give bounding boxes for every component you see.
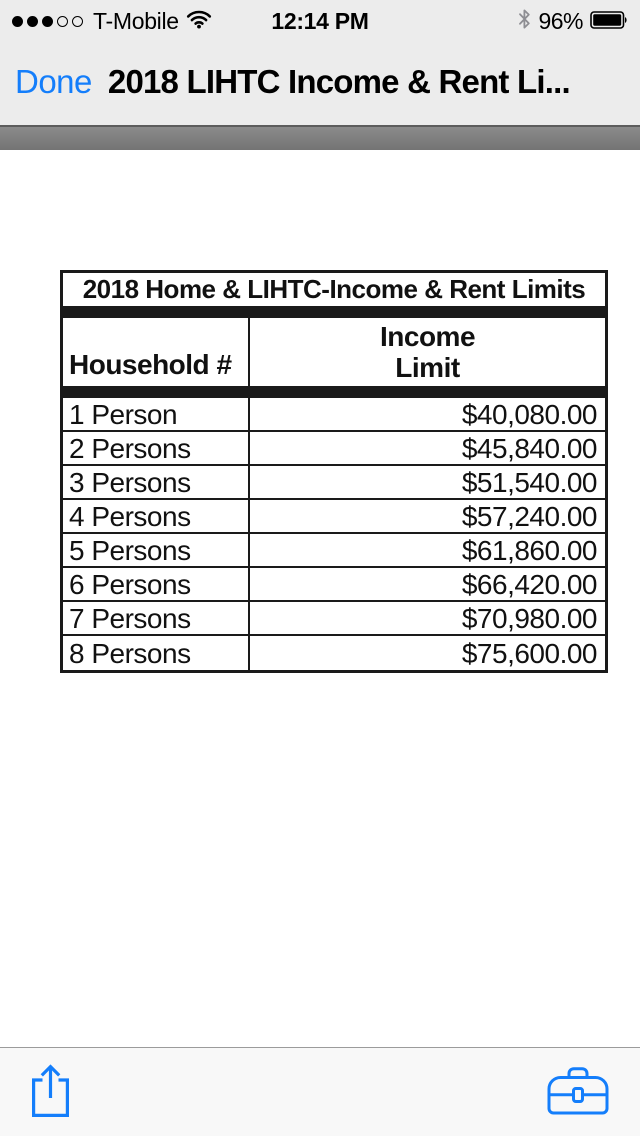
- bluetooth-icon: [518, 8, 531, 35]
- table-title: 2018 Home & LIHTC-Income & Rent Limits: [82, 274, 586, 304]
- household-cell: 7 Persons: [63, 602, 250, 634]
- household-cell: 2 Persons: [63, 432, 250, 464]
- status-bar-left: [12, 8, 212, 35]
- household-cell: 5 Persons: [63, 534, 250, 566]
- income-limit-cell: $75,600.00: [461, 637, 597, 669]
- cellular-signal-icon: [12, 16, 83, 27]
- wifi-icon: [186, 8, 212, 35]
- income-limit-cell: $45,840.00: [461, 432, 597, 464]
- table-row: [63, 636, 605, 670]
- document-scroll-band: [0, 127, 640, 150]
- page-title: 2018 LIHTC Income & Rent Li...: [107, 62, 570, 100]
- income-limit-cell: $51,540.00: [461, 466, 597, 498]
- nav-bar: [0, 42, 640, 127]
- table-row: [63, 568, 605, 602]
- toolbox-icon: [546, 1066, 610, 1119]
- household-column-header: Household #: [63, 318, 250, 386]
- battery-percent-label: 96%: [538, 7, 583, 34]
- income-limit-cell: $57,240.00: [461, 500, 597, 532]
- bottom-toolbar: [0, 1047, 640, 1136]
- status-bar: [0, 0, 640, 42]
- income-header-line1: Income: [379, 321, 476, 352]
- battery-icon: [590, 8, 628, 35]
- household-cell: 6 Persons: [63, 568, 250, 600]
- income-limit-cell: $61,860.00: [461, 534, 597, 566]
- table-header-row: [63, 318, 605, 386]
- share-icon: [30, 1063, 71, 1122]
- income-limit-cell: $40,080.00: [461, 398, 597, 430]
- income-limit-cell: $66,420.00: [461, 568, 597, 600]
- table-separator-bar: [63, 386, 605, 398]
- household-cell: 3 Persons: [63, 466, 250, 498]
- status-bar-right: [518, 8, 628, 35]
- household-cell: 1 Person: [63, 398, 250, 430]
- income-header-line2: Limit: [395, 352, 460, 383]
- toolbox-button[interactable]: [546, 1066, 610, 1119]
- table-row: [63, 466, 605, 500]
- income-limits-table: [60, 270, 608, 673]
- table-row: [63, 432, 605, 466]
- income-limit-cell: $70,980.00: [461, 602, 597, 634]
- income-limit-column-header: [250, 318, 605, 386]
- carrier-label: T-Mobile: [93, 7, 179, 34]
- table-row: [63, 534, 605, 568]
- clock-label: 12:14 PM: [271, 7, 369, 34]
- table-row: [63, 398, 605, 432]
- done-button[interactable]: Done: [15, 62, 92, 100]
- household-cell: 4 Persons: [63, 500, 250, 532]
- table-row: [63, 500, 605, 534]
- table-row: [63, 602, 605, 636]
- document-page: [0, 150, 640, 1047]
- table-separator-bar: [63, 306, 605, 318]
- household-cell: 8 Persons: [63, 636, 250, 670]
- share-button[interactable]: [30, 1063, 71, 1122]
